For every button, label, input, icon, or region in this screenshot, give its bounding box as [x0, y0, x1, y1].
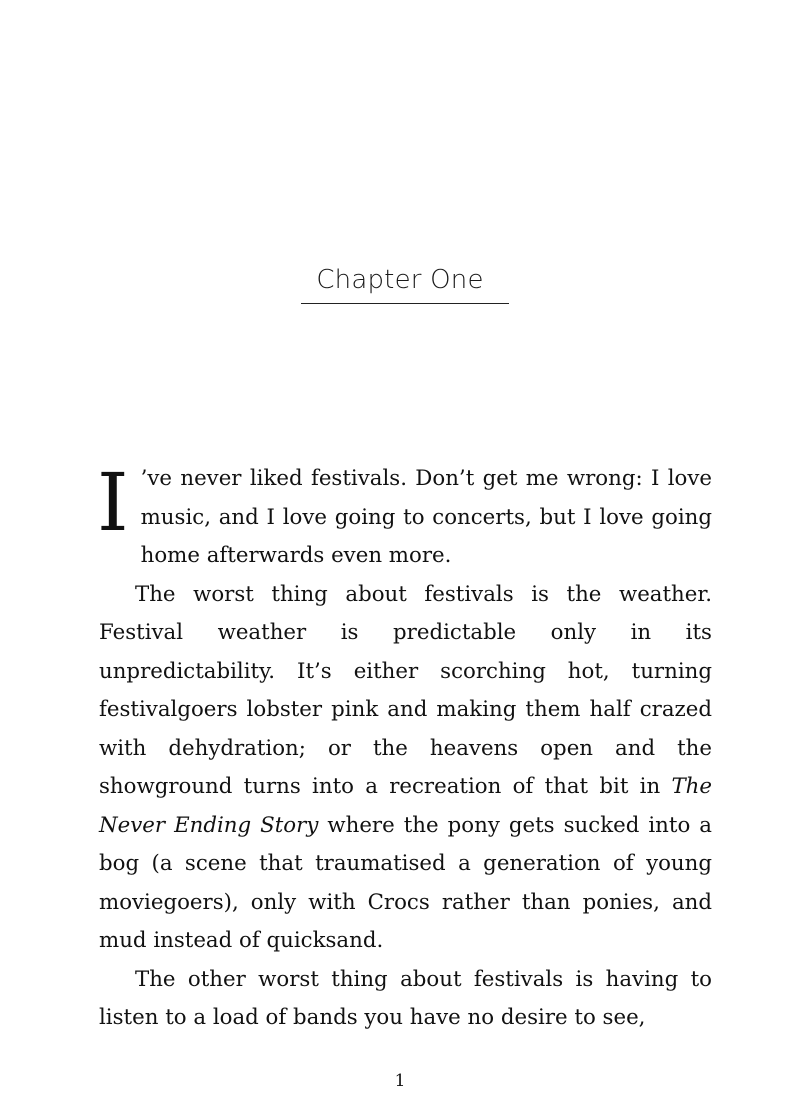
paragraph-3-text: The other worst thing about festivals is having to listen to a load of bands you have no desire to see, [99, 966, 712, 1030]
paragraph-3 [99, 961, 712, 1038]
paragraph-1 [97, 456, 712, 576]
page-number: 1 [394, 1071, 406, 1091]
paragraph-2-text-before-italic: The worst thing about festivals is the weather. Festival weather is predictable only in its unpredictability. It’s either scorching hot, turning festivalgoers lobster pink and making them half crazed with dehydration; or the heavens open and the showground turns into a recreation of that bit in [99, 581, 712, 799]
book-title-italic: The Never Ending Story [99, 774, 712, 838]
chapter-title: Chapter One [316, 265, 484, 295]
body-text [97, 456, 713, 1038]
drop-cap: I [97, 456, 129, 549]
chapter-title-rule [301, 303, 509, 304]
paragraph-2 [99, 576, 712, 961]
paragraph-1-text: ’ve never liked festivals. Don’t get me wrong: I love music, and I love going to concerts, but I love going home afterwards even more. [140, 466, 712, 568]
paragraph-2-text-after-italic: where the pony gets sucked into a bog (a scene that traumatised a generation of young moviegoers), only with Crocs rather than ponies, and mud instead of quicksand. [99, 812, 713, 953]
